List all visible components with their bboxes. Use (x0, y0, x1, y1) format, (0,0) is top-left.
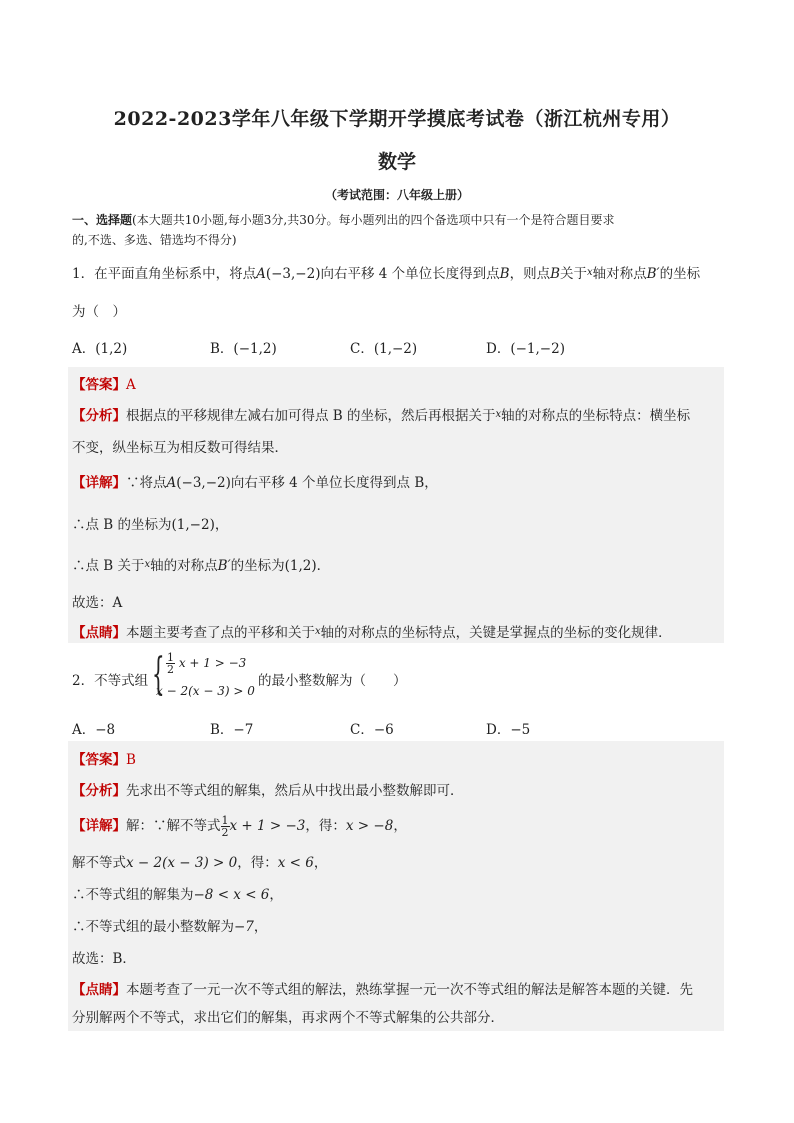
q1-choice: 故选：A (72, 595, 123, 611)
section-label: 一、选择题 (72, 213, 133, 227)
q1-comment: 【点睛】本题主要考查了点的平移和关于$^x$轴的对称点的坐标特点，关键是掌握点的坐标的变化规律． (72, 625, 672, 641)
q2-option-a[interactable]: A．−8 (72, 722, 116, 738)
q2-answer: 【答案】B (72, 752, 136, 768)
q2-comment-line-2: 分别解两个不等式，求出它们的解集，再求两个不等式解集的公共部分． (72, 1010, 504, 1026)
q2-detail-line-2: 解不等式x − 2(x − 3) > 0，得：x < 6， (72, 855, 328, 871)
q1-option-c[interactable]: C．(1,−2) (350, 341, 418, 357)
q1-detail-line-3: ∴点 B 关于$^x$轴的对称点B′的坐标为(1,2)． (72, 558, 331, 574)
q2-detail-line-4: ∴不等式组的最小整数解为−7， (72, 919, 268, 935)
q1-analysis-line-1: 【分析】根据点的平移规律左减右加可得点 B 的坐标，然后再根据关于$^x$轴的对称点的坐标特点：横坐标 (72, 408, 691, 424)
q2-inequality-system (152, 649, 255, 702)
q2-stem-suffix: 的最小整数解为（ ） (258, 673, 407, 689)
q2-detail-line-1: 【详解】解：∵解不等式 $\frac{1}{2}$ x + 1 > −3，得：x > −8， (72, 814, 407, 839)
q2-option-d[interactable]: D．−5 (486, 722, 531, 738)
q1-detail-line-1: 【详解】∵将点A(−3,−2)向右平移 4 个单位长度得到点 B， (72, 475, 438, 491)
q1-stem-line-2: 为（ ） (72, 304, 126, 320)
q2-choice: 故选：B． (72, 951, 136, 967)
section-desc-2: 的,不选、多选、错选均不得分) (72, 233, 237, 247)
q2-option-b[interactable]: B．−7 (210, 722, 254, 738)
q2-stem-prefix: 2．不等式组 (72, 673, 149, 689)
q2-inequality-1: $\frac{1}{2}$ x + 1 > −3 (167, 651, 247, 676)
q1-stem-line-1: 1．在平面直角坐标系中，将点A(−3,−2)向右平移 4 个单位长度得到点B，则点B关于$^x$轴对称点B′的坐标 (72, 266, 701, 282)
q2-option-c[interactable]: C．−6 (350, 722, 394, 738)
section-header (72, 210, 724, 250)
exam-title: 2022-2023学年八年级下学期开学摸底考试卷（浙江杭州专用） (113, 108, 681, 130)
q2-inequality-2: x − 2(x − 3) > 0 (156, 684, 255, 698)
brace-icon: { (152, 649, 165, 700)
exam-subject: 数学 (377, 151, 416, 173)
q1-answer: 【答案】A (72, 377, 136, 393)
q2-detail-line-3: ∴不等式组的解集为−8 < x < 6， (72, 887, 283, 903)
q1-option-d[interactable]: D．(−1,−2) (486, 341, 565, 357)
q1-option-a[interactable]: A．(1,2) (72, 341, 128, 357)
q2-comment-line-1: 【点睛】本题考查了一元一次不等式组的解法，熟练掌握一元一次不等式组的解法是解答本题的关键．先 (72, 982, 693, 998)
q1-analysis-line-2: 不变，纵坐标互为相反数可得结果． (72, 440, 288, 456)
exam-range: （考试范围：八年级上册） (324, 188, 469, 202)
section-desc: (本大题共10小题,每小题3分,共30分。每小题列出的四个备选项中只有一个是符合题目要求 (132, 213, 615, 227)
q2-analysis: 【分析】先求出不等式组的解集，然后从中找出最小整数解即可． (72, 783, 464, 799)
q1-detail-line-2: ∴点 B 的坐标为(1,−2)， (72, 517, 229, 533)
q1-option-b[interactable]: B．(−1,2) (210, 341, 277, 357)
